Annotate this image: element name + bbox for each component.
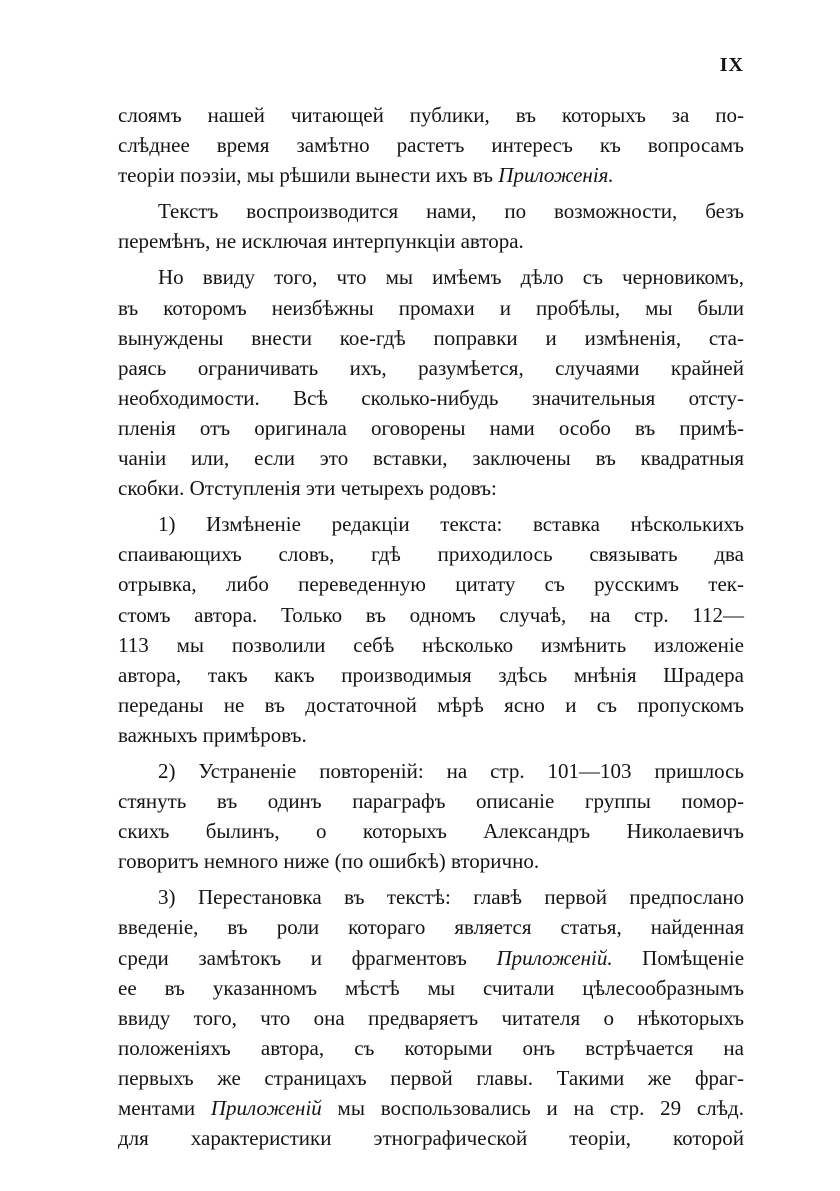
paragraph <box>118 196 744 256</box>
text-line: въ которомъ неизбѣжны промахи и пробѣлы, мы были <box>118 295 744 320</box>
text-line: Но ввиду того, что мы имѣемъ дѣло съ черновикомъ, <box>158 265 744 290</box>
text-line: ее въ указанномъ мѣстѣ мы считали цѣлесообразнымъ <box>118 975 744 1000</box>
text-line: 113 мы позволили себѣ нѣсколько измѣнить изложеніе <box>118 632 744 657</box>
text-line: стянуть въ одинъ параграфъ описаніе группы помор- <box>118 789 744 814</box>
text-line: отрывка, либо переведенную цитату съ русскимъ тек- <box>118 572 744 597</box>
text-line: чаніи или, если это вставки, заключены въ квадратныя <box>118 446 744 471</box>
text-line: для характеристики этнографической теоріи, которой <box>118 1126 744 1151</box>
paragraph <box>118 756 744 876</box>
text-line: Текстъ воспроизводится нами, по возможности, безъ <box>158 199 744 224</box>
text-line: спаивающихъ словъ, гдѣ приходилось связывать два <box>118 542 744 567</box>
text-line: введеніе, въ роли котораго является статья, найденная <box>118 915 744 940</box>
paragraph <box>118 262 744 503</box>
text-line: слѣднее время замѣтно растетъ интересъ къ вопросамъ <box>118 133 744 158</box>
italic-term: Приложеній <box>210 1096 322 1120</box>
text-line: стомъ автора. Только въ одномъ случаѣ, на стр. 112— <box>118 602 744 627</box>
italic-term: Приложенія. <box>498 163 614 188</box>
italic-term: Приложеній. <box>496 945 613 970</box>
text-line: 1) Измѣненіе редакціи текста: вставка нѣсколькихъ <box>158 512 744 537</box>
paragraph <box>118 509 744 750</box>
body-text <box>118 100 744 1153</box>
text-line: скихъ былинъ, о которыхъ Александръ Николаевичъ <box>118 819 744 844</box>
text-line: раясь ограничивать ихъ, разумѣется, случаями крайней <box>118 355 744 380</box>
text-line: говоритъ немного ниже (по ошибкѣ) вторично. <box>118 849 540 874</box>
text-line: 3) Перестановка въ текстѣ: главѣ первой предпослано <box>158 885 744 910</box>
text-line: среди замѣтокъ и фрагментовъ Приложеній. Помѣщеніе <box>118 945 745 970</box>
text-line: важныхъ примѣровъ. <box>118 722 307 747</box>
text-line: автора, такъ какъ производимыя здѣсь мнѣнія Шрадера <box>118 662 744 687</box>
text-line: положеніяхъ автора, съ которыми онъ встрѣчается на <box>118 1035 744 1060</box>
text-line: скобки. Отступленія эти четырехъ родовъ: <box>118 476 497 501</box>
text-line: 2) Устраненіе повтореній: на стр. 101—103 пришлось <box>158 758 744 783</box>
text-line: первыхъ же страницахъ первой главы. Такими же фраг- <box>118 1065 744 1090</box>
text-line: ментами Приложеній мы воспользовались и на стр. 29 слѣд. <box>118 1096 744 1120</box>
paragraph <box>118 882 744 1153</box>
text-line: пленія отъ оригинала оговорены нами особо въ примѣ- <box>118 415 744 440</box>
text-line: необходимости. Всѣ сколько-нибудь значительныя отсту- <box>118 385 744 410</box>
text-line: теоріи поэзіи, мы рѣшили вынести ихъ въ Приложенія. <box>118 163 614 188</box>
text-line: ввиду того, что она предваряетъ читателя о нѣкоторыхъ <box>118 1005 744 1030</box>
text-line: слоямъ нашей читающей публики, въ которыхъ за по- <box>118 103 744 127</box>
text-line: переданы не въ достаточной мѣрѣ ясно и съ пропускомъ <box>118 692 744 717</box>
page-number: IX <box>719 54 744 76</box>
text-line: вынуждены внести кое-гдѣ поправки и измѣненія, ста- <box>118 325 744 350</box>
paragraph <box>118 100 744 190</box>
text-line: перемѣнъ, не исключая интерпункціи автора. <box>118 229 524 254</box>
